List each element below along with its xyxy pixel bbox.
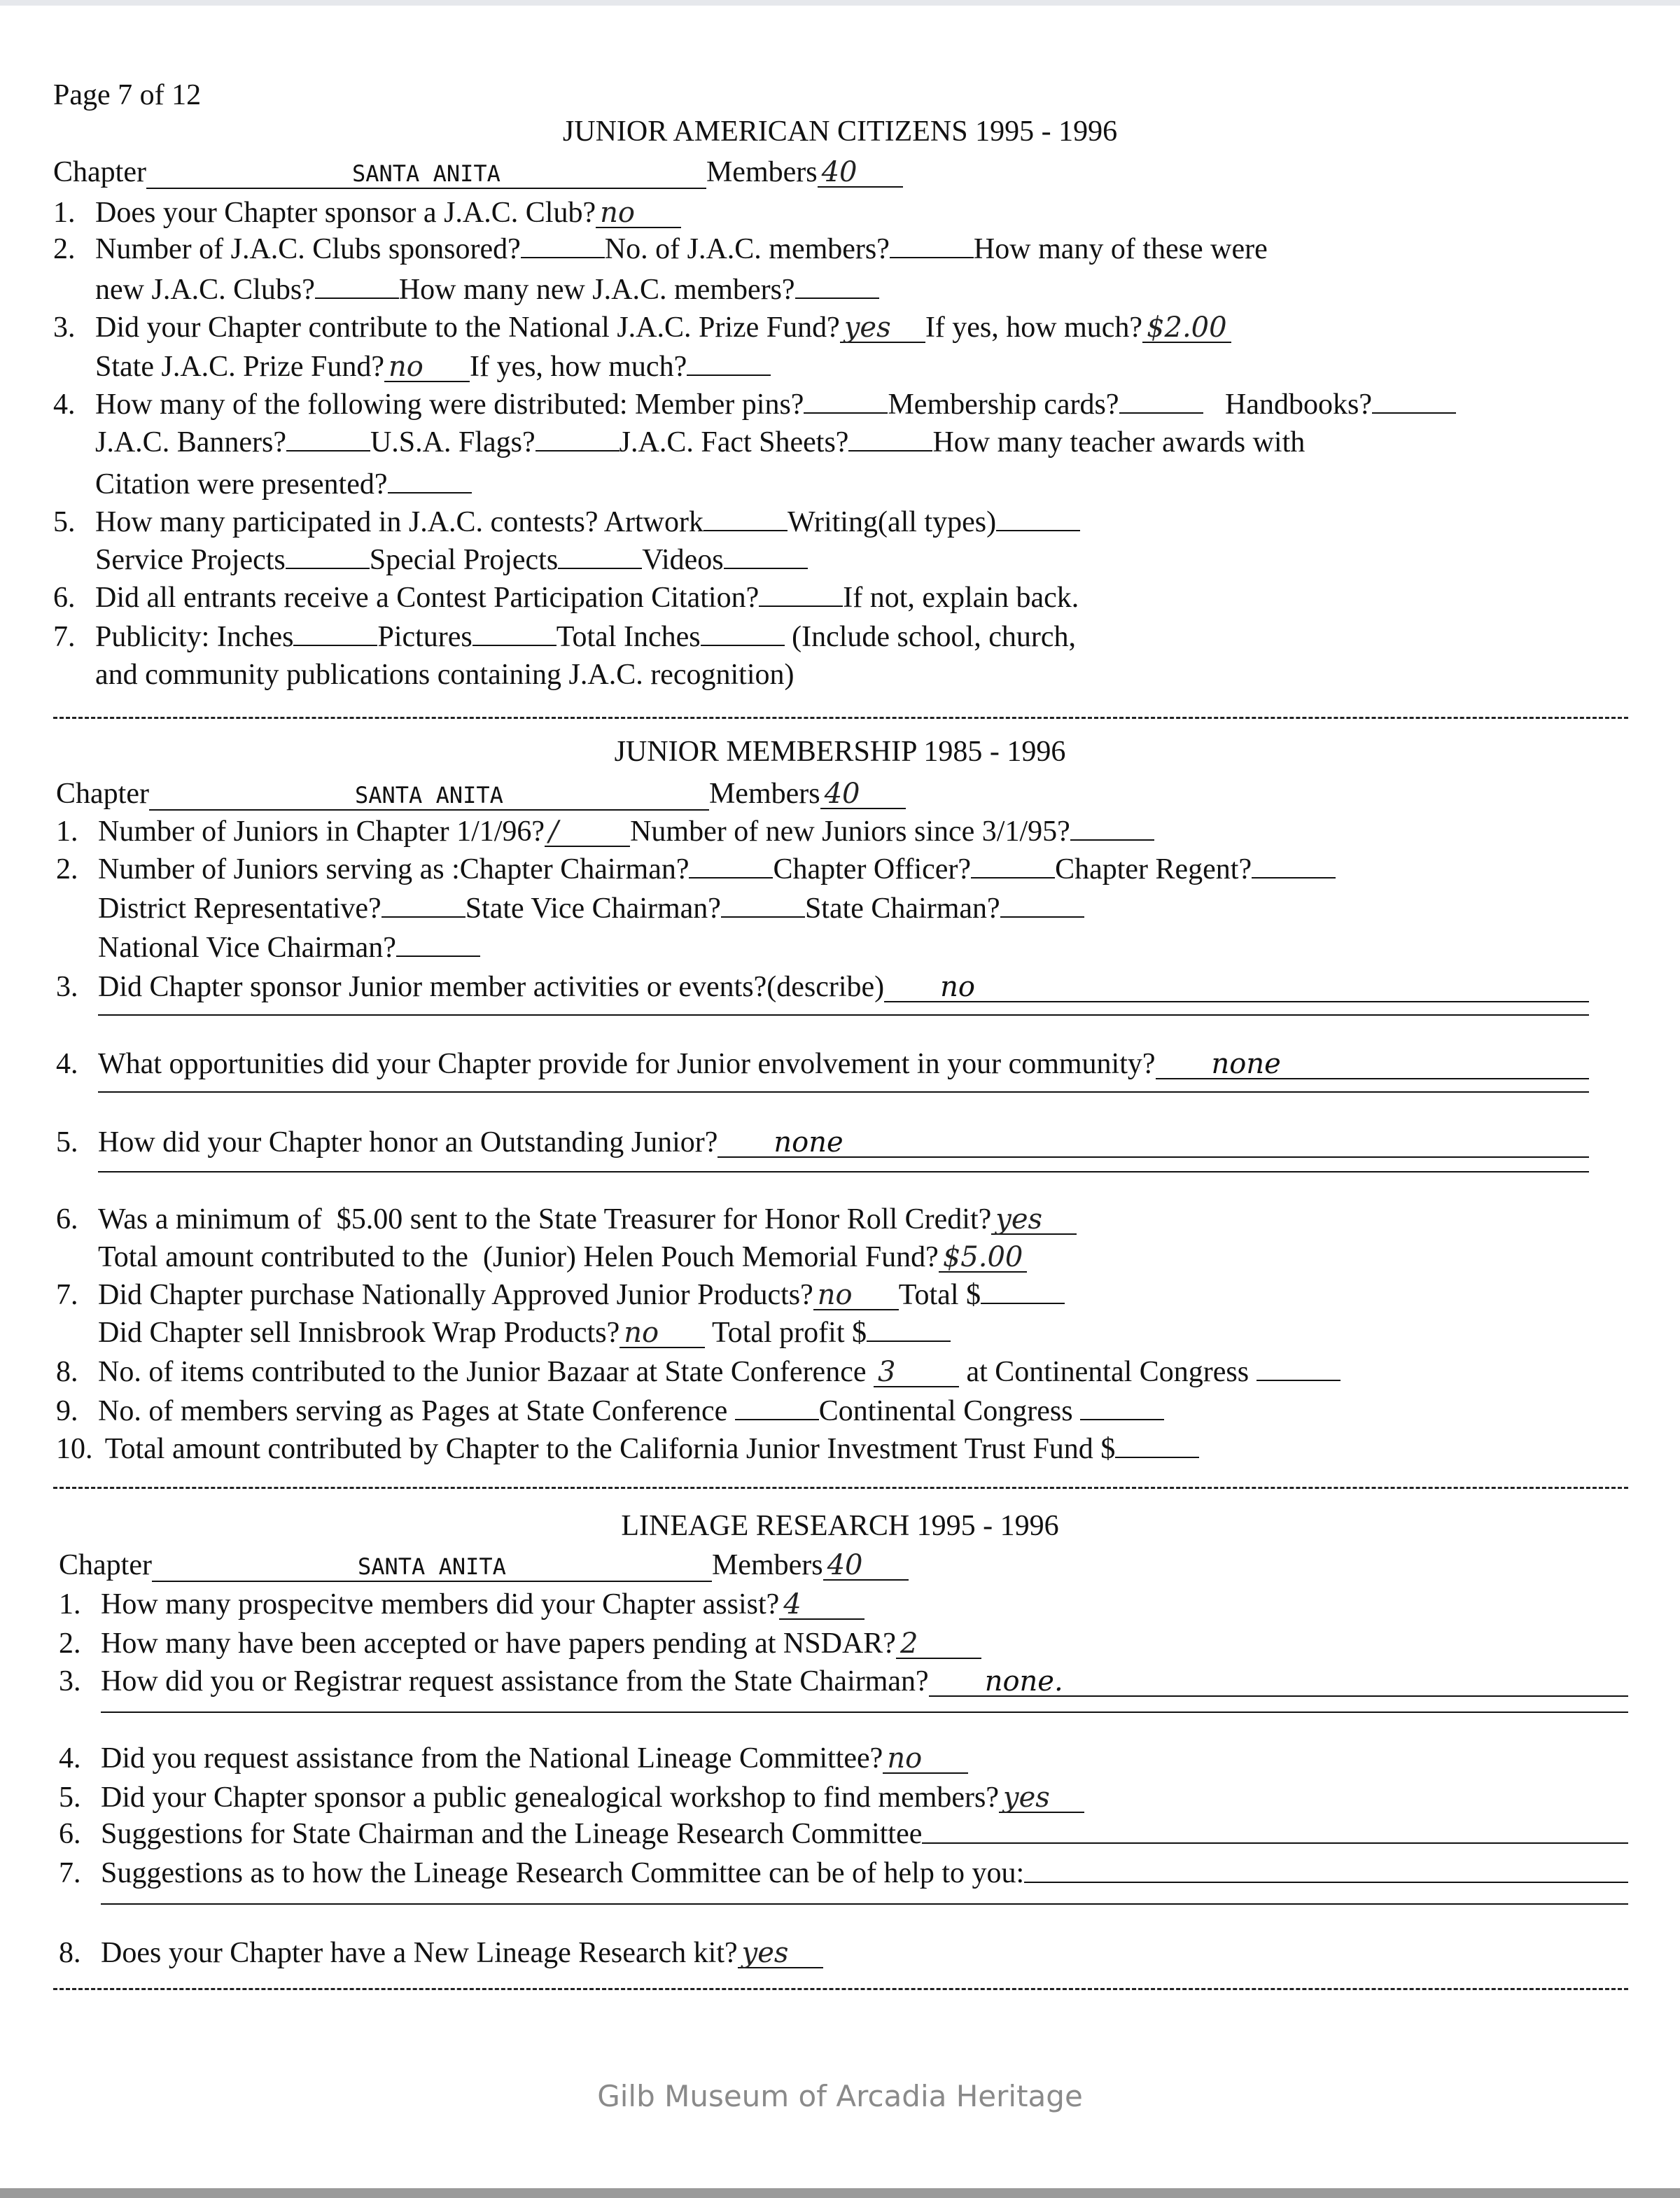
question-text: Does your Chapter have a New Lineage Research kit? (101, 1937, 738, 1969)
answer-blank[interactable] (1080, 1418, 1164, 1420)
question-text: How many new J.A.C. members? (398, 274, 795, 306)
answer-blank[interactable] (472, 644, 556, 646)
question-text: Special Projects (369, 544, 559, 576)
answer-line[interactable] (98, 1091, 1589, 1093)
answer-blank[interactable] (701, 644, 785, 646)
question-1 (56, 812, 1589, 851)
question-text: (Include school, church, (784, 621, 1076, 653)
handwritten-answer[interactable]: yes (999, 1784, 1084, 1813)
answer-blank[interactable] (388, 491, 472, 493)
question-text: new J.A.C. Clubs? (95, 274, 315, 306)
question-text: Chapter (56, 778, 149, 810)
question-text: No. of members serving as Pages at State Conference (98, 1395, 735, 1427)
answer-blank[interactable] (315, 297, 399, 299)
handwritten-answer[interactable]: 40 (818, 158, 903, 188)
answer-blank[interactable] (704, 529, 788, 531)
question-text: Chapter (59, 1549, 152, 1581)
answer-blank[interactable] (890, 256, 974, 258)
handwritten-answer-line[interactable]: none. (929, 1667, 1628, 1697)
question-text: What opportunities did your Chapter provide for Junior envolvement in your community? (98, 1048, 1156, 1080)
question-number: 6. (59, 1818, 81, 1850)
scan-top-edge (0, 0, 1680, 6)
handwritten-answer-line[interactable]: none (1156, 1050, 1589, 1079)
question-continuation (95, 423, 1610, 462)
question-text: Did Chapter sponsor Junior member activities or events?(describe) (98, 971, 885, 1003)
question-number: 4. (56, 1048, 78, 1080)
answer-blank[interactable] (759, 605, 843, 607)
answer-line[interactable] (98, 1014, 1589, 1016)
question-8 (56, 1352, 1589, 1392)
chapter-row (53, 153, 1610, 192)
question-2 (59, 1624, 1628, 1663)
chapter-row (56, 774, 1589, 813)
handwritten-answer[interactable]: 40 (820, 780, 906, 809)
chapter-name-field[interactable]: SANTA ANITA (152, 1553, 712, 1582)
question-text: How many have been accepted or have papers pending at NSDAR? (101, 1628, 896, 1660)
answer-blank[interactable] (286, 567, 370, 569)
answer-line[interactable] (101, 1711, 1628, 1713)
question-6 (56, 1200, 1589, 1239)
answer-blank[interactable] (1000, 916, 1084, 918)
answer-blank[interactable] (795, 297, 879, 299)
question-text: National Vice Chairman? (98, 932, 396, 964)
handwritten-answer[interactable]: 4 (779, 1590, 864, 1620)
question-number: 1. (53, 197, 76, 229)
question-text: U.S.A. Flags? (370, 426, 536, 458)
answer-blank[interactable] (689, 876, 773, 878)
question-text: Did your Chapter sponsor a public genealogical workshop to find members? (101, 1782, 1000, 1814)
question-text: Number of J.A.C. Clubs sponsored? (95, 233, 521, 265)
handwritten-answer[interactable]: 2 (896, 1630, 981, 1659)
question-text: Members (706, 156, 818, 188)
question-number: 8. (56, 1356, 78, 1388)
question-continuation (95, 540, 1610, 580)
question-text: Total profit $ (705, 1317, 867, 1349)
question-text: Did Chapter sell Innisbrook Wrap Products? (98, 1317, 620, 1349)
answer-line[interactable] (101, 1903, 1628, 1905)
question-text: Did Chapter purchase Nationally Approved Junior Products? (98, 1279, 813, 1311)
question-number: 8. (59, 1937, 81, 1969)
question-4 (59, 1739, 1628, 1778)
question-continuation (98, 889, 1589, 928)
question-text: If not, explain back. (843, 582, 1079, 614)
page-label: Page 7 of 12 (53, 79, 202, 111)
chapter-row (59, 1546, 1628, 1585)
section-title: LINEAGE RESEARCH 1995 - 1996 (621, 1510, 1059, 1542)
question-number: 7. (53, 621, 76, 653)
question-text: and community publications containing J.A.C. recognition) (95, 659, 794, 691)
answer-blank[interactable] (558, 567, 642, 569)
answer-blank[interactable] (687, 374, 771, 376)
question-text: Chapter Officer? (773, 853, 972, 886)
question-text: Writing(all types) (788, 506, 997, 538)
answer-blank[interactable] (1115, 1456, 1199, 1458)
question-text: How did you or Registrar request assistance from the State Chairman? (101, 1665, 929, 1698)
question-text: If yes, how much? (925, 312, 1143, 344)
answer-blank[interactable] (521, 256, 605, 258)
question-text: Suggestions as to how the Lineage Research Committee can be of help to you: (101, 1857, 1025, 1889)
question-3 (56, 967, 1589, 1007)
question-7 (53, 617, 1610, 657)
question-text: Was a minimum of $5.00 sent to the State Treasurer for Honor Roll Credit? (98, 1203, 992, 1236)
question-number: 3. (59, 1665, 81, 1698)
question-text: Membership cards? (888, 388, 1119, 421)
question-text: Did your Chapter contribute to the National J.A.C. Prize Fund? (95, 312, 840, 344)
question-continuation (98, 1014, 1589, 1026)
question-7 (59, 1854, 1628, 1893)
question-2 (53, 230, 1610, 269)
question-text: Chapter (53, 156, 146, 188)
question-text: Continental Congress (818, 1395, 1081, 1427)
question-text: Does your Chapter sponsor a J.A.C. Club? (95, 197, 596, 229)
question-number: 1. (56, 816, 78, 848)
handwritten-answer[interactable]: $5.00 (939, 1243, 1028, 1273)
answer-blank[interactable] (1372, 412, 1456, 414)
section-title: JUNIOR AMERICAN CITIZENS 1995 - 1996 (562, 115, 1118, 148)
question-9 (56, 1392, 1589, 1431)
question-number: 9. (56, 1395, 78, 1427)
answer-blank[interactable] (804, 412, 888, 414)
question-text: Total Inches (556, 621, 701, 653)
handwritten-answer[interactable]: $2.00 (1142, 314, 1231, 343)
question-number: 6. (56, 1203, 78, 1236)
question-6 (59, 1814, 1628, 1854)
handwritten-answer[interactable]: no (384, 353, 470, 382)
answer-blank[interactable] (382, 916, 465, 918)
answer-blank[interactable] (848, 449, 932, 451)
question-text: How many of the following were distributed: Member pins? (95, 388, 804, 421)
question-1 (59, 1585, 1628, 1624)
question-text: District Representative? (98, 892, 382, 925)
question-text: No. of J.A.C. members? (604, 233, 890, 265)
answer-blank[interactable] (996, 529, 1080, 531)
question-text: State Chairman? (804, 892, 1000, 925)
question-number: 5. (59, 1782, 81, 1814)
question-number: 7. (56, 1279, 78, 1311)
chapter-name-field[interactable]: SANTA ANITA (146, 160, 706, 189)
footer-watermark: Gilb Museum of Arcadia Heritage (597, 2079, 1083, 2113)
question-text: If yes, how much? (469, 351, 687, 383)
question-number: 2. (56, 853, 78, 886)
question-text: Number of Juniors serving as :Chapter Chairman? (98, 853, 690, 886)
question-3 (59, 1662, 1628, 1701)
chapter-name-field[interactable]: SANTA ANITA (149, 781, 709, 811)
answer-blank[interactable] (1252, 876, 1336, 878)
handwritten-answer[interactable]: no (813, 1281, 899, 1310)
question-4 (53, 385, 1610, 424)
question-continuation (95, 465, 1610, 504)
question-number: 2. (59, 1628, 81, 1660)
question-text: Number of new Juniors since 3/1/95? (630, 816, 1070, 848)
question-5 (56, 1123, 1589, 1162)
question-text: Handbooks? (1203, 388, 1372, 421)
answer-blank[interactable] (724, 567, 808, 569)
answer-line[interactable] (98, 1170, 1589, 1172)
question-4 (56, 1044, 1589, 1084)
question-text: Total amount contributed by Chapter to the California Junior Investment Trust Fund $ (98, 1433, 1116, 1465)
question-continuation (101, 1903, 1628, 1914)
question-text: How many of these were (973, 233, 1268, 265)
question-number: 5. (56, 1126, 78, 1158)
question-number: 6. (53, 582, 76, 614)
question-number: 4. (53, 388, 76, 421)
handwritten-answer[interactable]: no (620, 1319, 705, 1348)
handwritten-answer-line[interactable]: none (718, 1128, 1589, 1158)
answer-line[interactable] (922, 1842, 1628, 1844)
question-continuation (98, 1170, 1589, 1182)
question-7 (56, 1275, 1589, 1315)
question-text: Did you request assistance from the National Lineage Committee? (101, 1742, 883, 1774)
question-number: 2. (53, 233, 76, 265)
answer-blank[interactable] (293, 644, 377, 646)
question-continuation (98, 1238, 1589, 1277)
question-continuation (95, 655, 1610, 694)
handwritten-answer[interactable]: yes (738, 1939, 823, 1968)
question-text: How many prospecitve members did your Chapter assist? (101, 1588, 780, 1620)
question-continuation (98, 1313, 1589, 1352)
question-text: How did your Chapter honor an Outstanding Junior? (98, 1126, 718, 1158)
section-divider (53, 1487, 1628, 1489)
answer-blank[interactable] (1119, 412, 1203, 414)
question-number: 3. (53, 312, 76, 344)
question-text: State J.A.C. Prize Fund? (95, 351, 384, 383)
handwritten-answer[interactable]: yes (991, 1205, 1077, 1235)
answer-blank[interactable] (981, 1302, 1065, 1304)
question-text: No. of items contributed to the Junior Bazaar at State Conference (98, 1356, 874, 1388)
question-continuation (98, 1091, 1589, 1102)
question-3 (53, 308, 1610, 347)
scan-bottom-edge (0, 2188, 1680, 2198)
question-2 (56, 850, 1589, 889)
handwritten-answer-line[interactable]: no (884, 973, 1589, 1002)
question-8 (59, 1933, 1628, 1973)
question-text: Did all entrants receive a Contest Participation Citation? (95, 582, 760, 614)
section-divider (53, 1988, 1628, 1990)
question-text: Members (708, 778, 820, 810)
handwritten-answer[interactable]: yes (840, 314, 925, 343)
question-continuation (101, 1711, 1628, 1723)
question-number: 7. (59, 1857, 81, 1889)
handwritten-answer[interactable]: 3 (874, 1358, 959, 1387)
handwritten-answer[interactable]: 40 (823, 1551, 909, 1581)
question-text: Suggestions for State Chairman and the Lineage Research Committee (101, 1818, 923, 1850)
question-number: 4. (59, 1742, 81, 1774)
question-6 (53, 578, 1610, 617)
answer-line[interactable] (1024, 1881, 1628, 1883)
question-number: 3. (56, 971, 78, 1003)
question-text: Service Projects (95, 544, 286, 576)
question-text: Total amount contributed to the (Junior) Helen Pouch Memorial Fund? (98, 1241, 939, 1273)
question-number: 10. (56, 1433, 93, 1465)
question-text: Pictures (377, 621, 472, 653)
handwritten-answer[interactable]: no (596, 199, 681, 228)
handwritten-answer[interactable]: / (545, 818, 630, 847)
answer-blank[interactable] (971, 876, 1055, 878)
answer-blank[interactable] (286, 449, 370, 451)
answer-blank[interactable] (1256, 1379, 1340, 1381)
question-number: 5. (53, 506, 76, 538)
question-text: Members (711, 1549, 823, 1581)
question-5 (59, 1778, 1628, 1817)
question-text: How many participated in J.A.C. contests? Artwork (95, 506, 704, 538)
question-text: Citation were presented? (95, 468, 388, 500)
answer-blank[interactable] (735, 1418, 819, 1420)
question-continuation (98, 928, 1589, 967)
question-text: How many teacher awards with (932, 426, 1306, 458)
answer-blank[interactable] (867, 1340, 951, 1342)
question-text: Publicity: Inches (95, 621, 294, 653)
question-text: State Vice Chairman? (465, 892, 721, 925)
handwritten-answer[interactable]: no (883, 1744, 968, 1774)
question-continuation (95, 347, 1610, 386)
question-text: at Continental Congress (958, 1356, 1256, 1388)
answer-blank[interactable] (721, 916, 805, 918)
answer-blank[interactable] (396, 955, 480, 957)
question-text: J.A.C. Fact Sheets? (619, 426, 849, 458)
question-10 (56, 1429, 1589, 1469)
question-text: Number of Juniors in Chapter 1/1/96? (98, 816, 545, 848)
section-divider (53, 717, 1628, 719)
section-title: JUNIOR MEMBERSHIP 1985 - 1996 (614, 736, 1066, 768)
question-5 (53, 503, 1610, 542)
answer-blank[interactable] (1070, 839, 1154, 841)
question-text: Chapter Regent? (1055, 853, 1252, 886)
question-text: Total $ (898, 1279, 981, 1311)
question-number: 1. (59, 1588, 81, 1620)
answer-blank[interactable] (536, 449, 620, 451)
question-1 (53, 193, 1610, 232)
question-continuation (95, 270, 1610, 309)
question-text: J.A.C. Banners? (95, 426, 286, 458)
question-text: Videos (642, 544, 724, 576)
